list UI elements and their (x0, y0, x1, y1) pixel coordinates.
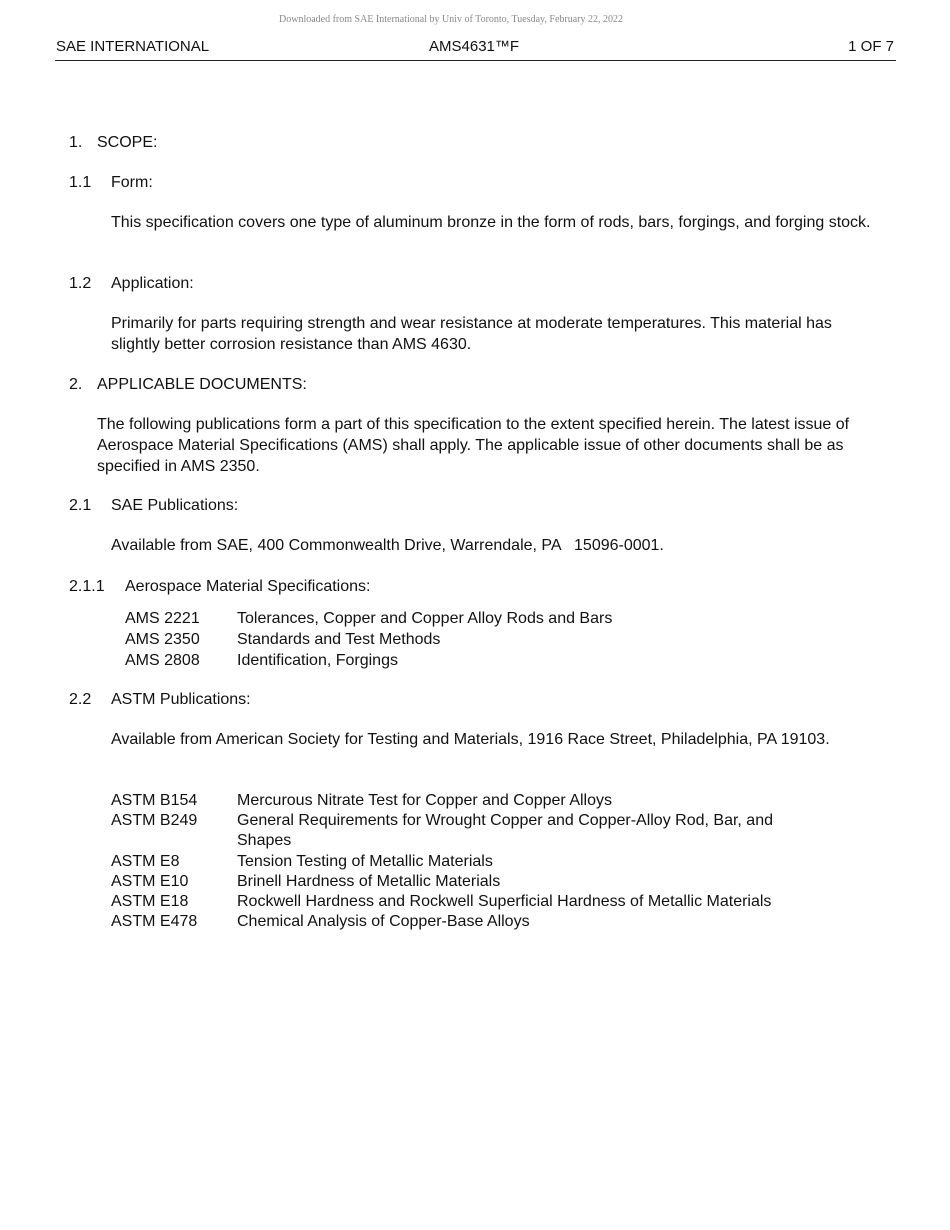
reference-title-continued: Shapes (237, 832, 292, 849)
reference-code: ASTM B249 (111, 812, 198, 829)
reference-code: ASTM E8 (111, 853, 180, 870)
reference-code: AMS 2350 (125, 631, 200, 648)
reference-title: Rockwell Hardness and Rockwell Superficial Hardness of Metallic Materials (237, 893, 772, 910)
section-2-title: APPLICABLE DOCUMENTS: (97, 376, 307, 393)
astm-reference-row (111, 790, 871, 811)
header-organization: SAE INTERNATIONAL (56, 38, 210, 55)
section-1-2-number: 1.2 (69, 275, 92, 292)
section-2-2-text: Available from American Society for Testing and Materials, 1916 Race Street, Philadelphia, PA 19103. (111, 731, 830, 748)
section-2-2-number: 2.2 (69, 691, 92, 708)
reference-code: AMS 2221 (125, 610, 200, 627)
section-2-1-1-number: 2.1.1 (69, 578, 105, 595)
reference-code: ASTM E10 (111, 873, 189, 890)
astm-reference-row (111, 810, 871, 852)
ams-reference-row (125, 629, 825, 650)
download-watermark: Downloaded from SAE International by Univ of Toronto, Tuesday, February 22, 2022 (279, 14, 623, 25)
section-1-1-title: Form: (111, 174, 153, 191)
section-1-2-title: Application: (111, 275, 194, 292)
astm-reference-row (111, 911, 871, 932)
section-2-1-text: Available from SAE, 400 Commonwealth Drive, Warrendale, PA 15096-0001. (111, 537, 664, 554)
ams-reference-row (125, 650, 825, 671)
reference-code: AMS 2808 (125, 652, 200, 669)
reference-title: Brinell Hardness of Metallic Materials (237, 873, 501, 890)
section-1-title: SCOPE: (97, 134, 158, 151)
section-2-1-number: 2.1 (69, 497, 92, 514)
section-2-number: 2. (69, 376, 83, 393)
section-1-1-text: This specification covers one type of aluminum bronze in the form of rods, bars, forgings, and forging stock. (111, 214, 871, 231)
header-page-number: 1 OF 7 (848, 38, 894, 55)
astm-reference-row (111, 851, 871, 872)
reference-code: ASTM B154 (111, 792, 198, 809)
astm-reference-row (111, 891, 871, 912)
header-document-id: AMS4631™F (429, 38, 520, 55)
section-2-2-title: ASTM Publications: (111, 691, 251, 708)
section-1-2-text: Primarily for parts requiring strength and wear resistance at moderate temperatures. This material has slightly better corrosion resistance than AMS 4630. (111, 315, 832, 353)
reference-title: Tolerances, Copper and Copper Alloy Rods and Bars (237, 610, 613, 627)
reference-title: Standards and Test Methods (237, 631, 441, 648)
reference-title: Chemical Analysis of Copper-Base Alloys (237, 913, 530, 930)
reference-title: Mercurous Nitrate Test for Copper and Copper Alloys (237, 792, 612, 809)
section-1-1-number: 1.1 (69, 174, 92, 191)
astm-reference-row (111, 871, 871, 892)
reference-code: ASTM E478 (111, 913, 198, 930)
page-header (55, 38, 896, 61)
section-2-text: The following publications form a part of this specification to the extent specified herein. The latest issue of Aerospace Material Specifications (AMS) shall apply. The applicable issue of other documents shall be as specified in AMS 2350. (97, 416, 850, 475)
reference-title: Identification, Forgings (237, 652, 398, 669)
section-2-1-1-title: Aerospace Material Specifications: (125, 578, 371, 595)
reference-title: General Requirements for Wrought Copper and Copper-Alloy Rod, Bar, and (237, 812, 773, 829)
section-1-number: 1. (69, 134, 83, 151)
section-2-1-title: SAE Publications: (111, 497, 239, 514)
reference-code: ASTM E18 (111, 893, 189, 910)
ams-reference-row (125, 608, 825, 629)
reference-title: Tension Testing of Metallic Materials (237, 853, 493, 870)
